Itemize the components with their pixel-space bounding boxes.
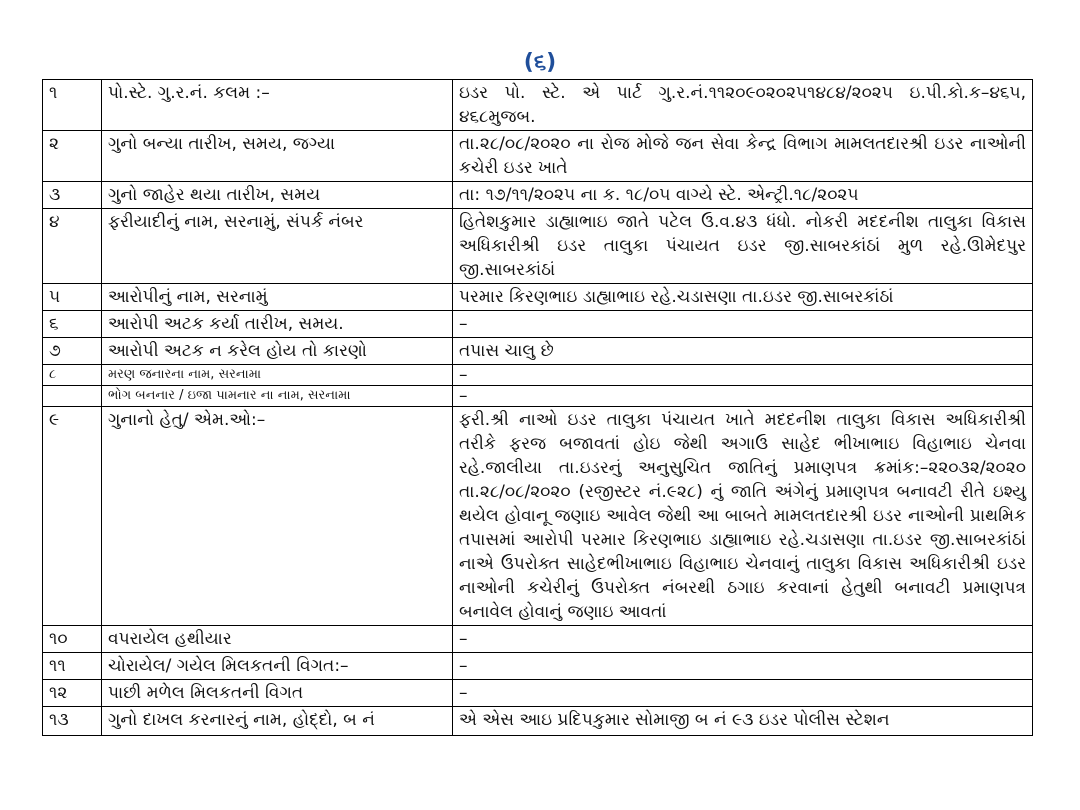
row-label: ભોગ બનનાર / ઇજા પામનાર ના નામ, સરનામા xyxy=(102,386,453,407)
row-label: આરોપી અટક કર્યા તારીખ, સમય. xyxy=(102,311,453,338)
row-value: તા.૨૮/૦૮/૨૦૨૦ ના રોજ મોજે જન સેવા કેન્દ્ર વિભાગ મામલતદારશ્રી ઇડર નાઓની કચેરી ઇડર ખાતે xyxy=(453,131,1033,182)
row-number: ૧ xyxy=(43,80,102,131)
row-number: ૩ xyxy=(43,182,102,209)
row-value: – xyxy=(453,386,1033,407)
row-number: ૬ xyxy=(43,311,102,338)
row-label: ચોરાયેલ/ ગયેલ મિલકતની વિગત:– xyxy=(102,653,453,680)
row-value: ઇડર પો. સ્ટે. એ પાર્ટ ગુ.ર.નં.૧૧૨૦૯૦૨૦૨૫૧૪૮૪/૨૦૨૫ ઇ.પી.કો.ક–૪૬૫, ૪૬૮મુજબ. xyxy=(453,80,1033,131)
row-label: પાછી મળેલ મિલકતની વિગત xyxy=(102,680,453,707)
row-value: – xyxy=(453,626,1033,653)
table-row xyxy=(43,365,1033,386)
table-row xyxy=(43,182,1033,209)
row-number: ૧૧ xyxy=(43,653,102,680)
row-label: આરોપીનું નામ, સરનામું xyxy=(102,284,453,311)
table-row xyxy=(43,311,1033,338)
row-label: મરણ જનારના નામ, સરનામા xyxy=(102,365,453,386)
row-number: ૧૨ xyxy=(43,680,102,707)
row-value: તા: ૧૭/૧૧/૨૦૨૫ ના ક. ૧૮/૦૫ વાગ્યે સ્ટે. એન્ટ્રી.૧૮/૨૦૨૫ xyxy=(453,182,1033,209)
row-label: ફરીયાદીનું નામ, સરનામું, સંપર્ક નંબર xyxy=(102,209,453,284)
table-row xyxy=(43,707,1033,736)
table-row xyxy=(43,680,1033,707)
row-label: વપરાયેલ હથીયાર xyxy=(102,626,453,653)
row-value: ફરી.શ્રી નાઓ ઇડર તાલુકા પંચાયત ખાતે મદદનીશ તાલુકા વિકાસ અધિકારીશ્રી તરીકે ફરજ બજાવતાં હોઇ જેથી અગાઉ સાહેદ ભીખાભાઇ વિહાભાઇ ચેનવા રહે.જાલીયા તા.ઇડરનું અનુસુચિત જાતિનું પ્રમાણપત્ર ક્રમાંક:–૨૨૦૩૨/૨૦૨૦ તા.૨૮/૦૮/૨૦૨૦ (રજીસ્ટર નં.૯૨૮) નું જાતિ અંગેનું પ્રમાણપત્ર બનાવટી રીતે ઇશ્યુ થયેલ હોવાનૂ જણાઇ આવેલ જેથી આ બાબતે મામલતદારશ્રી ઇડર નાઓની પ્રાથમિક તપાસમાં આરોપી પરમાર કિરણભાઇ ડાહ્યાભાઇ રહે.ચડાસણા તા.ઇડર જી.સાબરકાંઠાં નાએ ઉપરોક્ત સાહેદભીખાભાઇ વિહાભાઇ ચેનવાનું તાલુકા વિકાસ અધિકારીશ્રી ઇડર નાઓની કચેરીનું ઉપરોક્ત નંબરથી ઠગાઇ કરવાનાં હેતુથી બનાવટી પ્રમાણપત્ર બનાવેલ હોવાનું જણાઇ આવતાં xyxy=(453,407,1033,626)
row-value: એ એસ આઇ પ્રદિપકુમાર સોમાજી બ નં ૯૩ ઇડર પોલીસ સ્ટેશન xyxy=(453,707,1033,736)
row-value: – xyxy=(453,680,1033,707)
table-row xyxy=(43,209,1033,284)
row-number: ૨ xyxy=(43,131,102,182)
row-value: પરમાર કિરણભાઇ ડાહ્યાભાઇ રહે.ચડાસણા તા.ઇડર જી.સાબરકાંઠાં xyxy=(453,284,1033,311)
row-label: ગુનો બન્યા તારીખ, સમય, જગ્યા xyxy=(102,131,453,182)
row-label: ગુનો દાખલ કરનારનું નામ, હોદ્દો, બ નં xyxy=(102,707,453,736)
table-row xyxy=(43,80,1033,131)
row-number: ૯ xyxy=(43,407,102,626)
table-row xyxy=(43,131,1033,182)
row-value: – xyxy=(453,365,1033,386)
row-number: ૮ xyxy=(43,365,102,386)
row-value: – xyxy=(453,653,1033,680)
row-label: પો.સ્ટે. ગુ.ર.નં. કલમ :– xyxy=(102,80,453,131)
table-row xyxy=(43,338,1033,365)
row-number: ૧૦ xyxy=(43,626,102,653)
row-value: તપાસ ચાલુ છે xyxy=(453,338,1033,365)
row-number: ૪ xyxy=(43,209,102,284)
crime-report-table xyxy=(42,79,1033,736)
row-number xyxy=(43,386,102,407)
row-label: આરોપી અટક ન કરેલ હોય તો કારણો xyxy=(102,338,453,365)
table-row xyxy=(43,626,1033,653)
row-value: હિતેશકુમાર ડાહ્યાભાઇ જાતે પટેલ ઉ.વ.૪૩ ધંધો. નોકરી મદદનીશ તાલુકા વિકાસ અધિકારીશ્રી ઇડર તાલુકા પંચાયત ઇડર જી.સાબરકાંઠાં મુળ રહે.ઊમેદપુર જી.સાબરકાંઠાં xyxy=(453,209,1033,284)
table-row xyxy=(43,284,1033,311)
table-row xyxy=(43,386,1033,407)
table-row xyxy=(43,407,1033,626)
row-number: ૫ xyxy=(43,284,102,311)
page-number: (૬) xyxy=(523,50,557,75)
row-number: ૧૩ xyxy=(43,707,102,736)
table-row xyxy=(43,653,1033,680)
row-number: ૭ xyxy=(43,338,102,365)
row-value: – xyxy=(453,311,1033,338)
row-label: ગુનાનો હેતુ/ એમ.ઓ:– xyxy=(102,407,453,626)
row-label: ગુનો જાહેર થયા તારીખ, સમય xyxy=(102,182,453,209)
